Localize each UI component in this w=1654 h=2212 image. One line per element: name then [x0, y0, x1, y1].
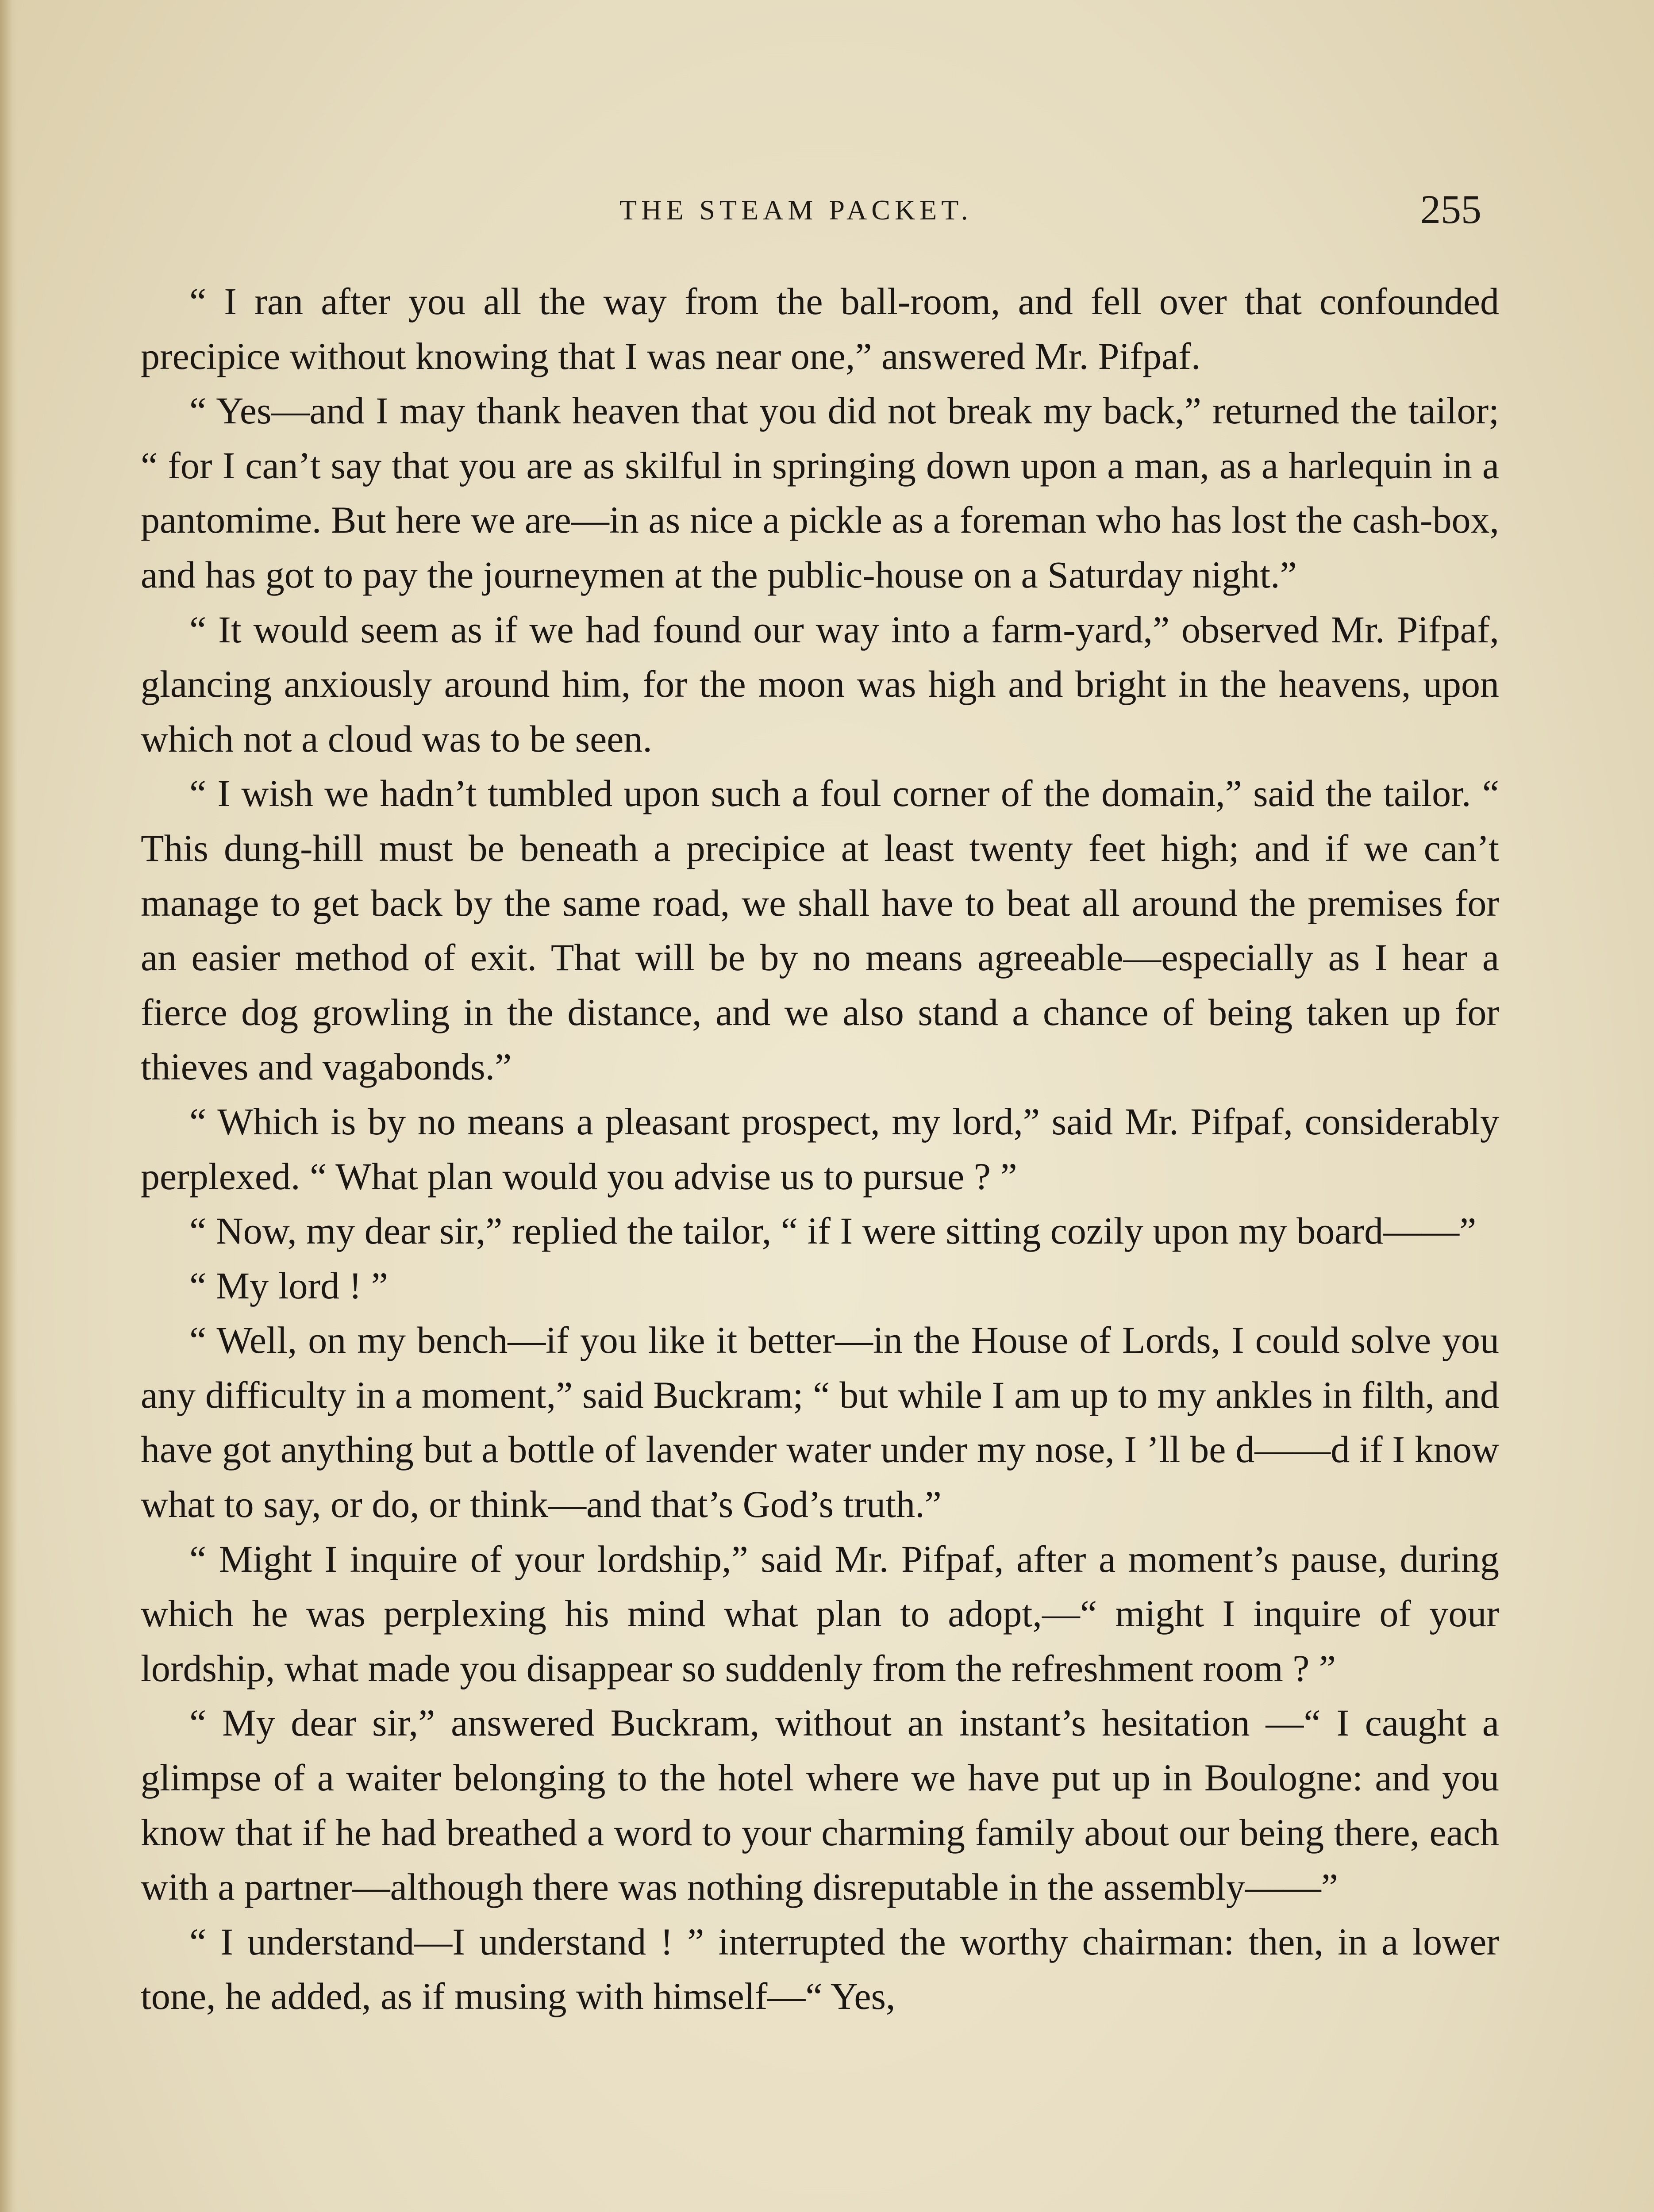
- paragraph: “ My lord ! ”: [189, 1264, 388, 1307]
- running-title: THE STEAM PACKET.: [619, 194, 973, 226]
- page-number: 255: [1420, 187, 1481, 232]
- paragraph: “ Well, on my bench—if you like it better—in the House of Lords, I could solve you any difficulty in a moment,” said Buckram; “ but while I am up to my ankles in filth, and have got anything but a bottle of lavender water under my nose, I ’ll be d——d if I know what to say, or do, or think—and that’s God’s truth.”: [141, 1319, 1499, 1526]
- body-text: [141, 274, 1499, 2024]
- paragraph: “ Now, my dear sir,” replied the tailor, “ if I were sitting cozily upon my board——”: [189, 1210, 1477, 1252]
- running-head: [0, 186, 1654, 239]
- paragraph: “ It would seem as if we had found our way into a farm-yard,” observed Mr. Pifpaf, glancing anxiously around him, for the moon was high and bright in the heavens, upon which not a cloud was to be seen.: [141, 608, 1499, 760]
- paragraph: “ I understand—I understand ! ” interrupted the worthy chairman: then, in a lower tone, he added, as if musing with himself—“ Yes,: [141, 1920, 1499, 2018]
- paragraph: “ Might I inquire of your lordship,” said Mr. Pifpaf, after a moment’s pause, during which he was perplexing his mind what plan to adopt,—“ might I inquire of your lordship, what made you disappear so suddenly from the refreshment room ? ”: [141, 1537, 1499, 1690]
- paragraph: “ Which is by no means a pleasant prospect, my lord,” said Mr. Pifpaf, considerably perplexed. “ What plan would you advise us to pursue ? ”: [141, 1100, 1499, 1198]
- page-edge-shadow: [0, 0, 18, 2212]
- paragraph: “ I ran after you all the way from the ball-room, and fell over that confounded precipice without knowing that I was near one,” answered Mr. Pifpaf.: [141, 280, 1499, 377]
- paragraph: “ I wish we hadn’t tumbled upon such a foul corner of the domain,” said the tailor. “ This dung-hill must be beneath a precipice at least twenty feet high; and if we can’t manage to get back by the same road, we shall have to beat all around the premises for an easier method of exit. That will be by no means agreeable—especially as I hear a fierce dog growling in the distance, and we also stand a chance of being taken up for thieves and vagabonds.”: [141, 772, 1499, 1088]
- paragraph: “ Yes—and I may thank heaven that you did not break my back,” returned the tailor; “ for I can’t say that you are as skilful in springing down upon a man, as a harlequin in a pantomime. But here we are—in as nice a pickle as a foreman who has lost the cash-box, and has got to pay the journeymen at the public-house on a Saturday night.”: [141, 389, 1499, 596]
- paragraph: “ My dear sir,” answered Buckram, without an instant’s hesitation —“ I caught a glimpse of a waiter belonging to the hotel where we have put up in Boulogne: and you know that if he had breathed a word to your charming family about our being there, each with a partner—although there was nothing disreputable in the assembly——”: [141, 1701, 1499, 1909]
